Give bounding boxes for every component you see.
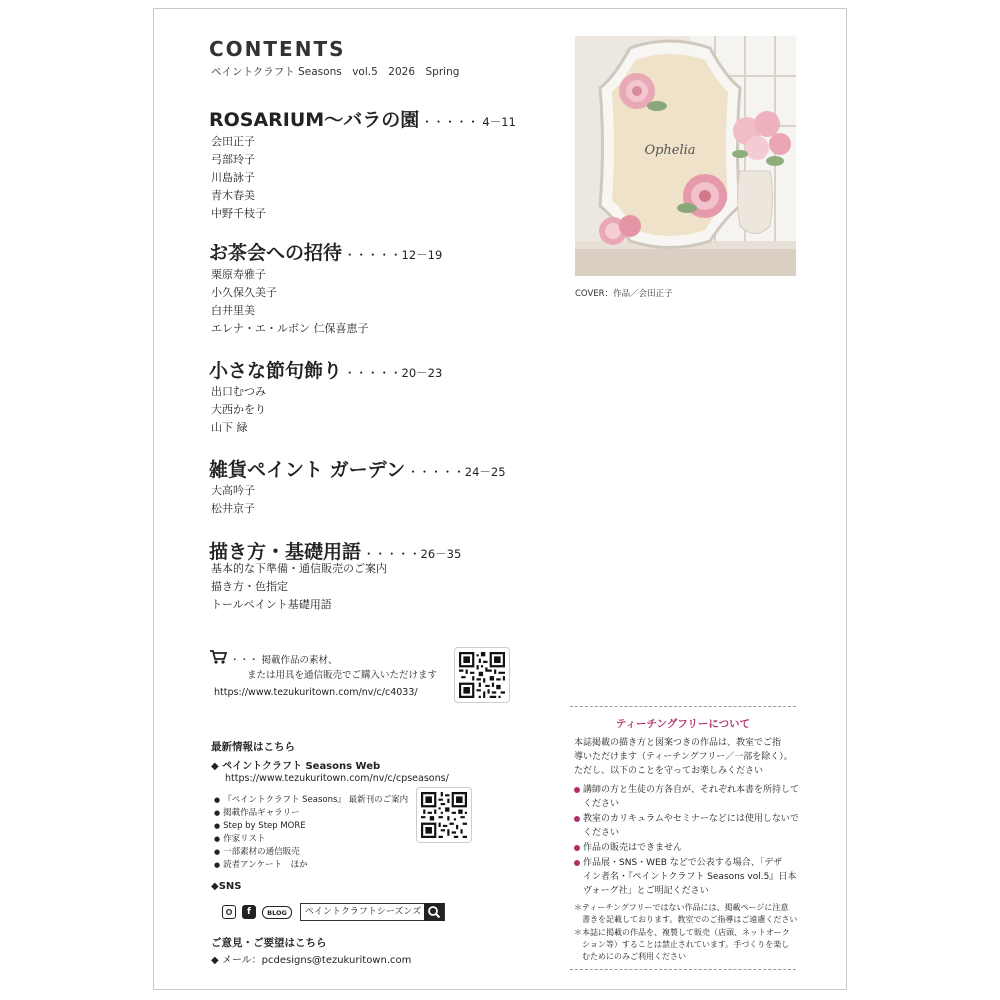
- note-line: ＊本誌に掲載の作品を、複製して販売（店頭、ネットオーク: [574, 928, 790, 937]
- author-name: 会田正子: [211, 135, 255, 148]
- section-title: ROSARIUM～バラの園 ・・・・・ 4－11: [209, 109, 516, 131]
- section-title: お茶会への招待 ・・・・・12－19: [209, 242, 443, 264]
- cover-photo: [575, 36, 796, 276]
- list-item: ● 作家リスト: [214, 833, 265, 846]
- divider: [570, 706, 796, 707]
- contents-page: [153, 8, 847, 990]
- sns-search-box[interactable]: ペイントクラフトシーズンズ: [300, 903, 445, 921]
- author-name: 青木春美: [211, 189, 255, 202]
- section-title: 描き方・基礎用語 ・・・・・26－35: [209, 541, 462, 563]
- mail-link[interactable]: ◆ メール：pcdesigns@tezukuritown.com: [211, 955, 412, 966]
- web-label: ◆ ペイントクラフト Seasons Web: [211, 761, 381, 772]
- rule-line: ください: [583, 828, 620, 838]
- author-name: 小久保久美子: [211, 286, 277, 299]
- rule-item: 作品の販売はできません: [574, 841, 682, 855]
- intro-line: 本誌掲載の描き方と図案つきの作品は、教室でご指: [574, 738, 782, 748]
- author-name: 中野千枝子: [211, 207, 266, 220]
- web-url-link[interactable]: https://www.tezukuritown.com/nv/c/cpseasons/: [225, 773, 449, 784]
- rule-item: 教室のカリキュラムやセミナーなどには使用しないで: [574, 812, 799, 826]
- note-line: むためにのみご利用ください: [574, 952, 686, 961]
- shop-url-link[interactable]: https://www.tezukuritown.com/nv/c/c4033/: [214, 687, 418, 698]
- list-item: ● 一部素材の通信販売: [214, 846, 300, 859]
- bullet-icon: [574, 845, 580, 851]
- shop-line-1: ・・・ 掲載作品の素材、: [230, 655, 338, 666]
- section-title: 小さな節句飾り ・・・・・20－23: [209, 360, 443, 382]
- bullet-icon: [574, 816, 580, 822]
- bullet-icon: [574, 787, 580, 793]
- author-name: 白井里美: [211, 304, 255, 317]
- sns-heading: ◆SNS: [211, 881, 242, 892]
- guide-item: 基本的な下準備・通信販売のご案内: [211, 562, 387, 575]
- bullet-icon: [574, 860, 580, 866]
- list-item: ● Step by Step MORE: [214, 820, 306, 833]
- guide-item: 描き方・色指定: [211, 580, 288, 593]
- author-name: 川島詠子: [211, 171, 255, 184]
- teaching-free-title: ティーチングフリーについて: [615, 718, 751, 730]
- author-name: 出口むつみ: [211, 385, 266, 398]
- author-name: エレナ・エ・ルボン 仁保喜恵子: [211, 322, 369, 335]
- section-title: 雑貨ペイント ガーデン ・・・・・24－25: [209, 459, 506, 481]
- divider: [570, 969, 796, 970]
- rule-line: ください: [583, 799, 620, 809]
- list-item: ● 読者アンケート ほか: [214, 859, 308, 872]
- author-name: 山下 緑: [211, 421, 248, 434]
- shop-line-2: または用具を通信販売でご購入いただけます: [247, 670, 438, 681]
- instagram-icon[interactable]: [222, 905, 236, 919]
- rule-line: イン者名・『ペイントクラフト Seasons vol.5』日本: [583, 872, 797, 882]
- blog-icon[interactable]: BLOG: [262, 906, 292, 919]
- plaque-text: Ophelia: [644, 143, 696, 158]
- facebook-icon[interactable]: f: [242, 905, 256, 919]
- list-item: ● 『ペイントクラフト Seasons』 最新刊のご案内: [214, 794, 408, 807]
- author-name: 栗原寿雅子: [211, 268, 266, 281]
- note-line: 書きを記載しております。教室でのご指導はご遠慮ください: [574, 915, 798, 924]
- cart-icon: [209, 649, 227, 665]
- intro-line: 導いただけます（ティーチングフリー／一部を除く）。: [574, 752, 793, 762]
- cover-caption: COVER：作品／会田正子: [575, 289, 673, 299]
- teaching-free-box: [570, 706, 800, 972]
- rule-line: ヴォーグ社」とご明記ください: [583, 886, 709, 896]
- author-name: 松井京子: [211, 502, 255, 515]
- intro-line: ただし、以下のことを守ってお楽しみください: [574, 766, 764, 776]
- guide-item: トールペイント基礎用語: [211, 598, 332, 611]
- latest-heading: 最新情報はこちら: [211, 741, 295, 753]
- qr-code-icon: [421, 792, 467, 838]
- note-line: ション等）することは禁止されています。手づくりを楽し: [574, 940, 790, 949]
- cover-illustration: [575, 36, 796, 276]
- author-name: 大西かをり: [211, 403, 266, 416]
- note-line: ＊ティーチングフリーではない作品には、掲載ページに注意: [574, 903, 789, 912]
- shop-qr-code[interactable]: [454, 647, 510, 703]
- web-qr-code[interactable]: [416, 787, 472, 843]
- author-name: 大高吟子: [211, 484, 255, 497]
- page-title: CONTENTS: [209, 37, 346, 61]
- issue-subtitle: ペイントクラフト Seasons vol.5 2026 Spring: [211, 66, 460, 78]
- list-item: ● 掲載作品ギャラリー: [214, 807, 300, 820]
- author-name: 弓部玲子: [211, 153, 255, 166]
- search-icon: [424, 903, 444, 921]
- feedback-heading: ご意見・ご要望はこちら: [211, 937, 327, 949]
- rule-item: 作品展・SNS・WEB などで公表する場合、「デザ: [574, 856, 782, 870]
- rule-item: 講師の方と生徒の方各自が、それぞれ本書を所持して: [574, 783, 799, 797]
- search-button[interactable]: [424, 903, 444, 921]
- qr-code-icon: [459, 652, 505, 698]
